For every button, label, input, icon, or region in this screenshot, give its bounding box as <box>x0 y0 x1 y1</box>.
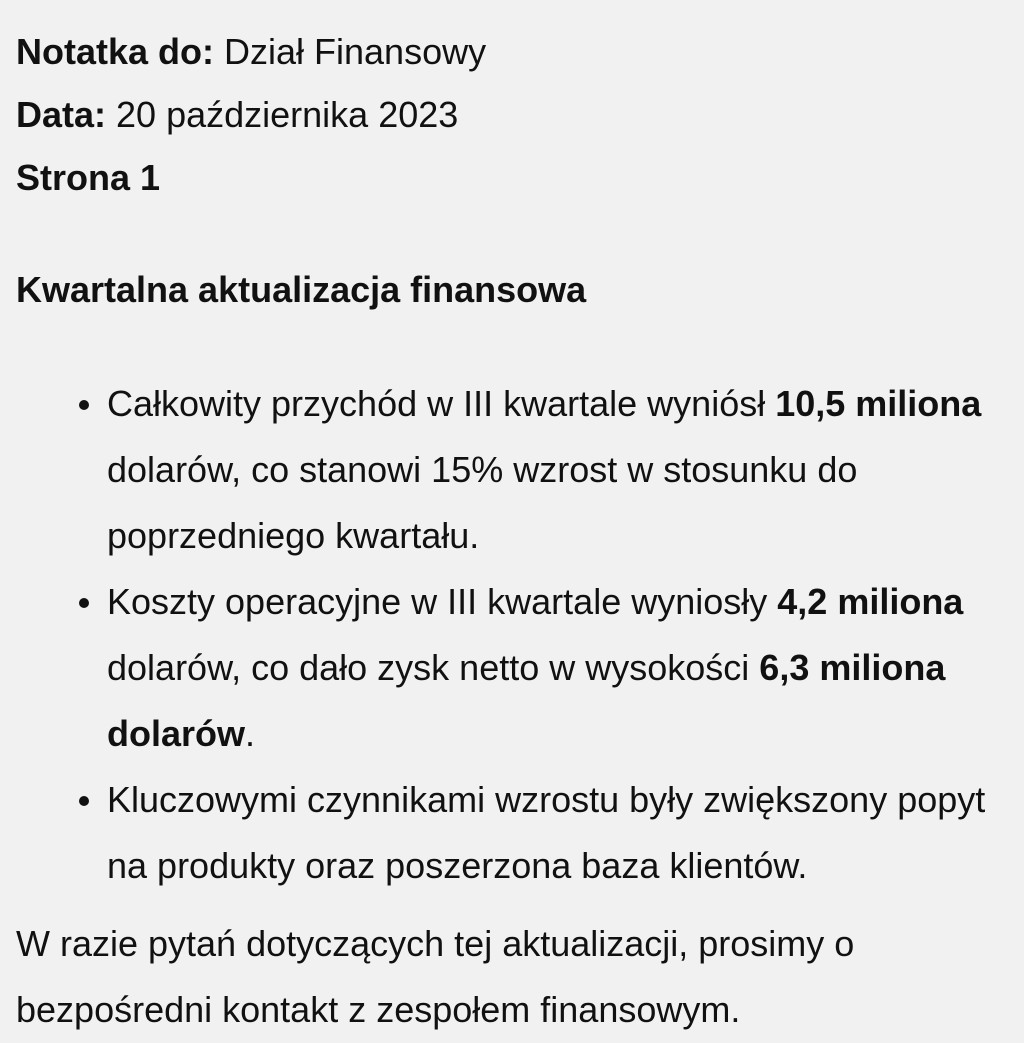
bullet-bold-value: 4,2 miliona <box>777 581 964 622</box>
bullet-dot-icon <box>79 400 89 410</box>
memo-to-label: Notatka do: <box>16 31 214 72</box>
memo-date-label: Data: <box>16 94 107 135</box>
bullet-bold-value: 10,5 miliona <box>775 383 982 424</box>
bullet-text: Kluczowymi czynnikami wzrostu były zwiększony popyt na produkty oraz poszerzona baza klientów. <box>107 779 986 886</box>
memo-to-value: Dział Finansowy <box>214 31 487 72</box>
page-number-label: Strona 1 <box>16 157 161 198</box>
bullet-text: Całkowity przychód w III kwartale wyniósł <box>107 383 776 424</box>
memo-page-number <box>16 146 1024 209</box>
bullet-item-revenue <box>16 371 1024 569</box>
bullet-text: Koszty operacyjne w III kwartale wyniosły <box>107 581 778 622</box>
bullet-dot-icon <box>79 796 89 806</box>
memo-date-value: 20 października 2023 <box>106 94 459 135</box>
bullet-bold-value: 6,3 miliona dolarów <box>107 647 946 754</box>
memo-to-line <box>16 20 1024 83</box>
bullet-text: dolarów, co stanowi 15% wzrost w stosunku do poprzedniego kwartału. <box>107 449 858 556</box>
bullet-dot-icon <box>79 598 89 608</box>
bullet-text: . <box>245 713 256 754</box>
bullet-text: dolarów, co dało zysk netto w wysokości <box>107 647 760 688</box>
bullet-item-drivers <box>16 767 1024 899</box>
memo-date-line <box>16 83 1024 146</box>
closing-paragraph: W razie pytań dotyczących tej aktualizacji, prosimy o bezpośredni kontakt z zespołem finansowym. <box>16 923 855 1030</box>
section-title: Kwartalna aktualizacja finansowa <box>16 269 587 310</box>
bullet-item-costs <box>16 569 1024 767</box>
bullet-list <box>16 371 1024 899</box>
